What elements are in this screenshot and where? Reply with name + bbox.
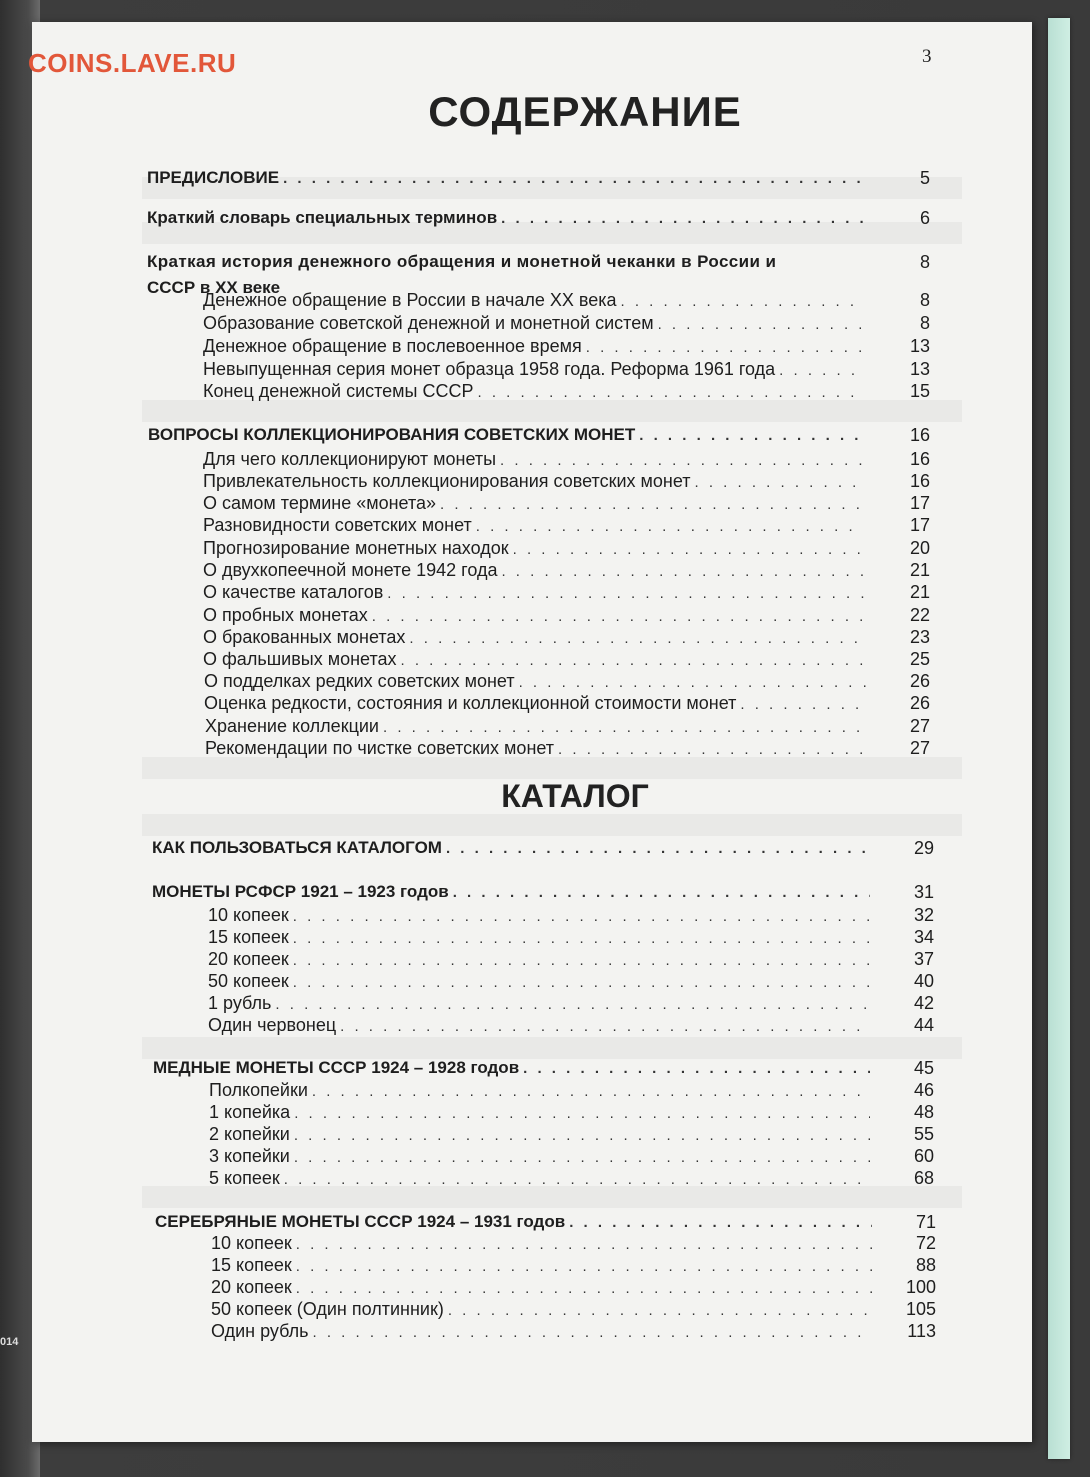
dot-leader — [294, 1149, 870, 1166]
toc-entry — [203, 605, 868, 626]
toc-page-number: 42 — [913, 993, 934, 1013]
toc-page-number: 16 — [909, 449, 930, 469]
dot-leader — [446, 840, 870, 857]
dot-leader — [501, 210, 866, 227]
toc-page-number: 34 — [913, 927, 934, 947]
toc-entry — [211, 1321, 876, 1342]
toc-page-number: 68 — [913, 1168, 934, 1188]
dot-leader — [478, 384, 862, 401]
toc-page-number: 16 — [909, 471, 930, 491]
dot-leader — [476, 518, 864, 535]
dot-leader — [294, 1127, 870, 1144]
toc-page-number: 26 — [909, 693, 930, 713]
toc-page-number: 113 — [907, 1321, 936, 1341]
toc-entry-title: Для чего коллекционируют монеты — [203, 449, 497, 469]
toc-entry-title: 3 копейки — [209, 1146, 290, 1166]
toc-page-number: 16 — [909, 425, 930, 445]
toc-entry-title: Полкопейки — [209, 1080, 308, 1100]
dot-leader — [313, 1324, 873, 1341]
toc-entry-title: Рекомендации по чистке советских монет — [205, 738, 555, 758]
toc-entry-title: О пробных монетах — [203, 605, 368, 625]
toc-page-number: 60 — [913, 1146, 934, 1166]
toc-entry — [209, 1146, 874, 1167]
toc-page-number: 5 — [919, 168, 930, 188]
dot-leader — [296, 1280, 872, 1297]
toc-entry-title: Хранение коллекции — [205, 716, 379, 736]
toc-section-entry — [148, 425, 868, 445]
toc-page-number: 21 — [909, 560, 930, 580]
toc-section-entry — [147, 208, 870, 228]
side-mark: 014 — [0, 1336, 19, 1348]
toc-entry-title: 1 копейка — [209, 1102, 291, 1122]
toc-page-number: 45 — [913, 1058, 934, 1078]
toc-entry — [203, 538, 868, 559]
toc-page-number: 22 — [909, 605, 930, 625]
dot-leader — [293, 930, 870, 947]
dot-leader — [372, 608, 864, 625]
dot-leader — [740, 696, 866, 713]
toc-entry-title: 2 копейки — [209, 1124, 290, 1144]
toc-entry-title: Невыпущенная серия монет образца 1958 года. Реформа 1961 года — [203, 359, 776, 379]
toc-page-number: 20 — [909, 538, 930, 558]
toc-entry-title: 1 рубль — [208, 993, 272, 1013]
toc-entry — [204, 693, 870, 714]
toc-entry-title: Оценка редкости, состояния и коллекционной стоимости монет — [204, 693, 737, 713]
toc-entry — [208, 905, 874, 926]
dot-leader — [296, 1236, 872, 1253]
dot-leader — [519, 674, 866, 691]
toc-entry-title: О самом термине «монета» — [203, 493, 437, 513]
toc-entry-title: Разновидности советских монет — [203, 515, 472, 535]
dot-leader — [658, 316, 861, 333]
toc-entry — [209, 1168, 874, 1189]
toc-entry — [203, 359, 865, 380]
dot-leader — [586, 339, 861, 356]
dot-leader — [513, 541, 864, 558]
toc-entry-title: Один рубль — [211, 1321, 309, 1341]
toc-entry — [203, 449, 868, 470]
toc-page-number: 72 — [915, 1233, 936, 1253]
toc-section-entry — [155, 1212, 876, 1232]
dot-leader — [779, 362, 861, 379]
toc-page-number: 6 — [919, 208, 930, 228]
toc-entry-title: О двухкопеечной монете 1942 года — [203, 560, 498, 580]
toc-page-number: 25 — [909, 649, 930, 669]
toc-entry-title: ВОПРОСЫ КОЛЛЕКЦИОНИРОВАНИЯ СОВЕТСКИХ МОНЕТ — [148, 425, 636, 444]
dot-leader — [453, 884, 870, 901]
toc-page-number: 40 — [913, 971, 934, 991]
dot-leader — [293, 908, 870, 925]
toc-page-number: 8 — [919, 313, 930, 333]
toc-entry-title-line2: СССР в XX веке — [147, 278, 281, 297]
toc-page-number: 31 — [913, 882, 934, 902]
toc-entry-title: О качестве каталогов — [203, 582, 384, 602]
toc-entry-title: Денежное обращение в послевоенное время — [203, 336, 582, 356]
toc-entry — [203, 381, 865, 402]
toc-entry — [211, 1255, 876, 1276]
toc-entry-title: Прогнозирование монетных находок — [203, 538, 509, 558]
toc-entry-title: 20 копеек — [208, 949, 289, 969]
dot-leader — [409, 630, 864, 647]
dot-leader — [296, 1258, 872, 1275]
toc-entry-title: Образование советской денежной и монетной систем — [203, 313, 654, 333]
dot-leader — [312, 1083, 870, 1100]
toc-entry-title: 10 копеек — [211, 1233, 292, 1253]
dot-leader — [569, 1214, 872, 1231]
toc-entry-title: КАК ПОЛЬЗОВАТЬСЯ КАТАЛОГОМ — [152, 838, 442, 857]
toc-entry-title: О бракованных монетах — [203, 627, 406, 647]
catalog-heading: КАТАЛОГ — [501, 778, 649, 814]
toc-page-number: 27 — [909, 738, 930, 758]
toc-page-number: 8 — [919, 290, 930, 310]
toc-entry — [203, 493, 868, 514]
toc-page-number: 88 — [915, 1255, 936, 1275]
toc-entry — [208, 1015, 874, 1036]
toc-entry — [208, 949, 874, 970]
toc-entry — [203, 336, 865, 357]
toc-page-number: 13 — [909, 359, 930, 379]
toc-page-number: 100 — [906, 1277, 937, 1297]
toc-page-number: 26 — [909, 671, 930, 691]
dot-leader — [294, 1105, 870, 1122]
dot-leader — [695, 474, 865, 491]
toc-page-number: 21 — [909, 582, 930, 602]
toc-page-number: 17 — [909, 493, 930, 513]
toc-entry — [209, 1102, 874, 1123]
dot-leader — [275, 996, 870, 1013]
toc-entry — [205, 716, 870, 737]
dot-leader — [558, 741, 866, 758]
toc-entry — [204, 671, 870, 692]
toc-entry — [203, 560, 868, 581]
toc-entry — [203, 290, 865, 311]
toc-entry — [208, 927, 874, 948]
dot-leader — [448, 1302, 872, 1319]
toc-entry — [211, 1277, 876, 1298]
toc-entry-title: 50 копеек — [208, 971, 289, 991]
dot-leader — [387, 585, 864, 602]
toc-page-number: 44 — [913, 1015, 934, 1035]
toc-page-number: 37 — [913, 949, 934, 969]
toc-entry — [203, 313, 865, 334]
toc-page-number: 13 — [909, 336, 930, 356]
dot-leader — [621, 293, 861, 310]
toc-entry — [211, 1299, 876, 1320]
dot-leader — [523, 1060, 870, 1077]
toc-entry-title: СЕРЕБРЯНЫЕ МОНЕТЫ СССР 1924 – 1931 годов — [155, 1212, 566, 1231]
dot-leader — [639, 427, 864, 444]
toc-entry-title: Привлекательность коллекционирования советских монет — [203, 471, 691, 491]
toc-entry-title: 10 копеек — [208, 905, 289, 925]
toc-section-entry — [152, 882, 874, 902]
toc-entry — [211, 1233, 876, 1254]
dot-leader — [440, 496, 864, 513]
toc-page-number: 71 — [915, 1212, 936, 1232]
toc-page-number: 29 — [913, 838, 934, 858]
toc-entry — [209, 1080, 874, 1101]
toc-page-number: 32 — [913, 905, 934, 925]
dot-leader — [284, 1171, 870, 1188]
toc-entry — [203, 627, 868, 648]
toc-entry-title: Один червонец — [208, 1015, 337, 1035]
toc-section-entry — [153, 1058, 874, 1078]
toc-entry — [208, 993, 874, 1014]
toc-page-number: 55 — [913, 1124, 934, 1144]
toc-section-entry — [147, 168, 870, 188]
toc-entry — [209, 1124, 874, 1145]
toc-page-number: 105 — [906, 1299, 937, 1319]
toc-entry-title: Денежное обращение в России в начале XX века — [203, 290, 617, 310]
dot-leader — [500, 452, 864, 469]
dot-leader — [283, 170, 866, 187]
toc-entry — [203, 649, 870, 670]
toc-page-number: 8 — [919, 252, 930, 272]
contents-heading: СОДЕРЖАНИЕ — [428, 88, 742, 135]
site-watermark: COINS.LAVE.RU — [28, 48, 237, 78]
toc-page-number: 23 — [909, 627, 930, 647]
toc-page-number: 15 — [909, 381, 930, 401]
toc-entry-title: 20 копеек — [211, 1277, 292, 1297]
toc-entry — [205, 738, 870, 759]
toc-section-entry — [152, 838, 874, 858]
toc-entry-title: 50 копеек (Один полтинник) — [211, 1299, 444, 1319]
toc-entry-title: О фальшивых монетах — [203, 649, 397, 669]
dot-leader — [401, 652, 867, 669]
toc-entry — [203, 515, 868, 536]
toc-entry-title: 15 копеек — [211, 1255, 292, 1275]
dot-leader — [501, 563, 864, 580]
toc-page-number: 48 — [913, 1102, 934, 1122]
toc-entry — [147, 252, 870, 272]
dot-leader — [293, 974, 870, 991]
page-number: 3 — [922, 46, 932, 67]
dot-leader — [293, 952, 870, 969]
toc-entry-title: Краткий словарь специальных терминов — [147, 208, 498, 227]
toc-entry-title: О подделках редких советских монет — [204, 671, 515, 691]
toc-entry-title: Краткая история денежного обращения и монетной чеканки в России и — [147, 252, 777, 271]
toc-page-number: 27 — [909, 716, 930, 736]
toc-page-number: 46 — [913, 1080, 934, 1100]
toc-entry — [208, 971, 874, 992]
dot-leader — [383, 719, 866, 736]
toc-entry — [203, 582, 868, 603]
toc-entry-title: МОНЕТЫ РСФСР 1921 – 1923 годов — [152, 882, 449, 901]
toc-entry-title: ПРЕДИСЛОВИЕ — [147, 168, 280, 187]
toc-entry-title: 5 копеек — [209, 1168, 280, 1188]
toc-page-number: 17 — [909, 515, 930, 535]
toc-entry — [203, 471, 868, 492]
toc-entry-title: Конец денежной системы СССР — [203, 381, 474, 401]
toc-entry-title: 15 копеек — [208, 927, 289, 947]
toc-entry-title: МЕДНЫЕ МОНЕТЫ СССР 1924 – 1928 годов — [153, 1058, 520, 1077]
dot-leader — [340, 1018, 870, 1035]
